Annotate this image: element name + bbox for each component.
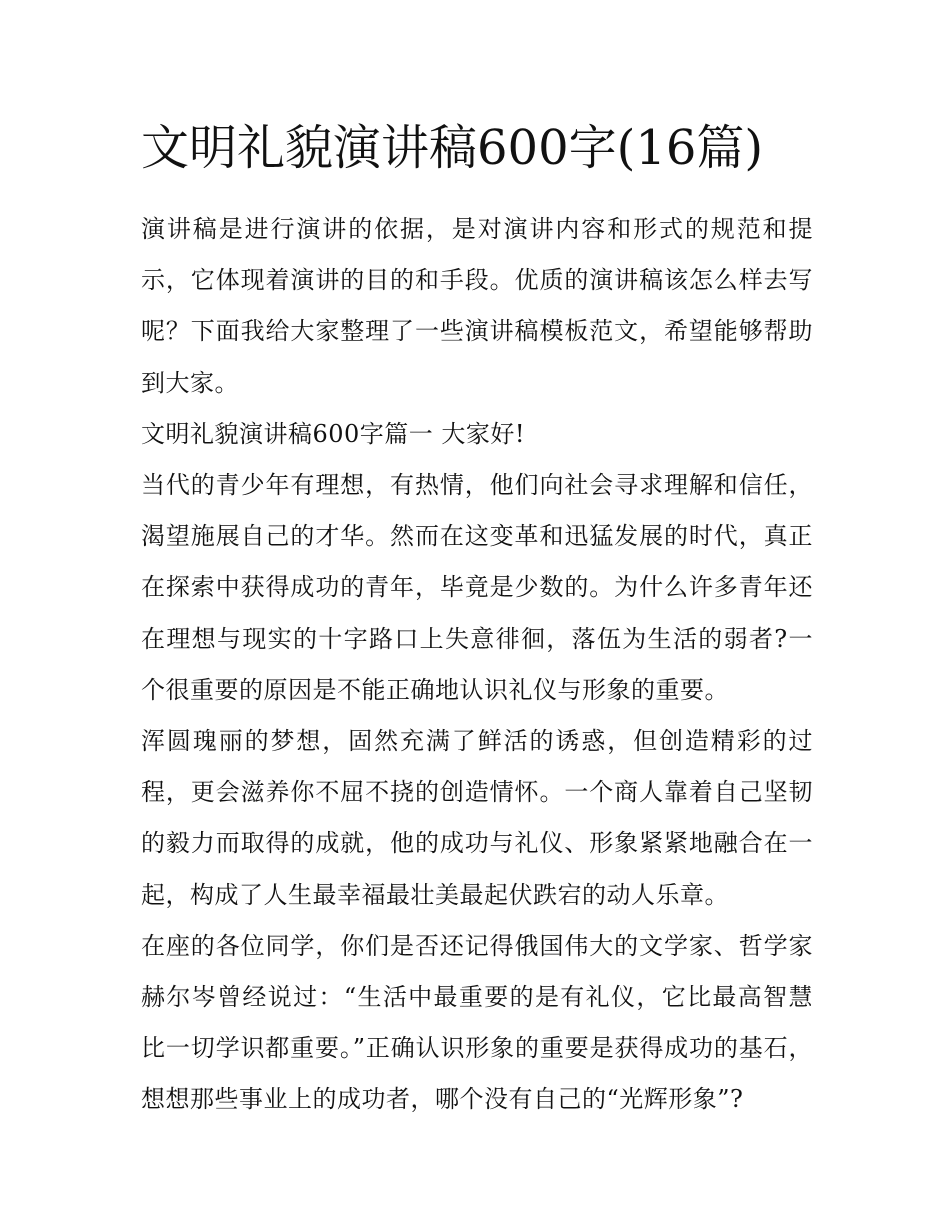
document-content [141, 112, 813, 1126]
page-title: 文明礼貌演讲稿600字(16篇) [141, 120, 764, 176]
paragraph-speech-heading: 文明礼貌演讲稿600字篇一 大家好! [141, 419, 526, 448]
paragraph-body-3: 在座的各位同学，你们是否还记得俄国伟大的文学家、哲学家赫尔岑曾经说过：“生活中最重要的是有礼仪，它比最高智慧比一切学识都重要。”正确认识形象的重要是获得成功的基石，想想那些事业上的成功者，哪个没有自己的“光辉形象”? [141, 931, 813, 1114]
paragraph-body-2: 浑圆瑰丽的梦想，固然充满了鲜活的诱惑，但创造精彩的过程，更会滋养你不屈不挠的创造情怀。一个商人靠着自己坚韧的毅力而取得的成就，他的成功与礼仪、形象紧紧地融合在一起，构成了人生最幸福最壮美最起伏跌宕的动人乐章。 [141, 727, 813, 909]
paragraph-body-1: 当代的青少年有理想，有热情，他们向社会寻求理解和信任，渴望施展自己的才华。然而在这变革和迅猛发展的时代，真正在探索中获得成功的青年，毕竟是少数的。为什么许多青年还在理想与现实的十字路口上失意徘徊，落伍为生活的弱者?一个很重要的原因是不能正确地认识礼仪与形象的重要。 [141, 471, 813, 704]
paragraph-intro: 演讲稿是进行演讲的依据，是对演讲内容和形式的规范和提示，它体现着演讲的目的和手段。优质的演讲稿该怎么样去写呢？下面我给大家整理了一些演讲稿模板范文，希望能够帮助到大家。 [141, 215, 813, 397]
